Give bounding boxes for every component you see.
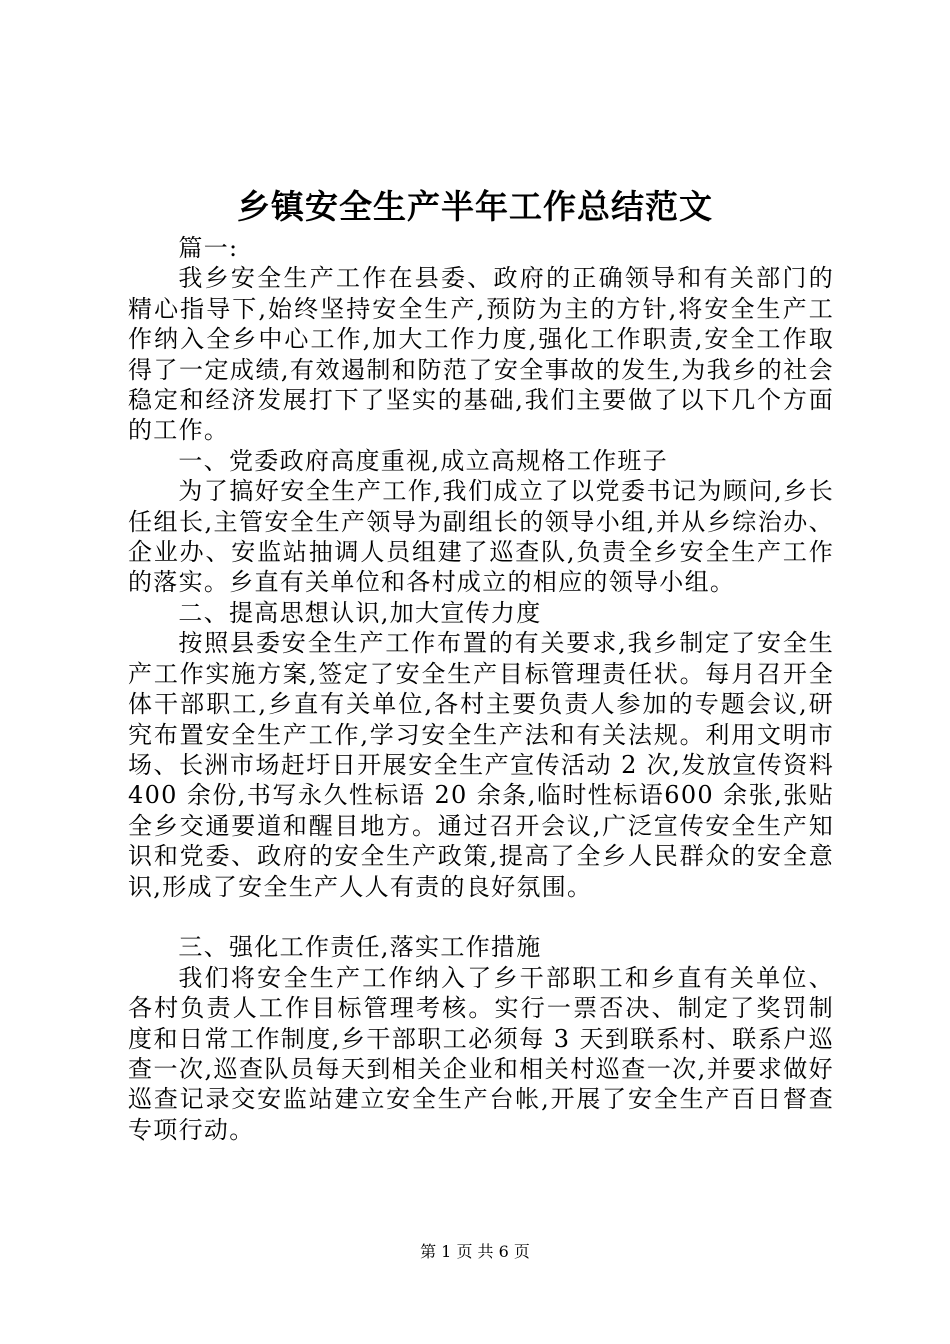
page-footer: 第 1 页 共 6 页 [420, 1242, 530, 1261]
paragraph-1: 为了搞好安全生产工作,我们成立了以党委书记为顾问,乡长任组长,主管安全生产领导为副组长的领导小组,并从乡综治办、企业办、安监站抽调人员组建了巡查队,负责全乡安全生产工作的落实。乡直有关单位和各村成立的相应的领导小组。 [128, 477, 834, 597]
section-label: 篇一: [178, 234, 239, 262]
document-body [128, 233, 834, 1145]
document-title: 乡镇安全生产半年工作总结范文 [237, 187, 713, 226]
heading-2: 二、提高思想认识,加大宣传力度 [178, 598, 542, 627]
intro-paragraph: 我乡安全生产工作在县委、政府的正确领导和有关部门的精心指导下,始终坚持安全生产,预防为主的方针,将安全生产工作纳入全乡中心工作,加大工作力度,强化工作职责,安全工作取得了一定成绩,有效遏制和防范了安全事故的发生,为我乡的社会稳定和经济发展打下了坚实的基础,我们主要做了以下几个方面的工作。 [128, 264, 834, 445]
heading-1: 一、党委政府高度重视,成立高规格工作班子 [178, 446, 669, 475]
paragraph-3: 我们将安全生产工作纳入了乡干部职工和乡直有关单位、各村负责人工作目标管理考核。实行一票否决、制定了奖罚制度和日常工作制度,乡干部职工必须每 3 天到联系村、联系户巡查一次,巡查队员每天到相关企业和相关村巡查一次,并要求做好巡查记录交安监站建立安全生产台帐,开展了安全生产百日督查专项行动。 [128, 963, 834, 1144]
blank-line [128, 902, 834, 932]
paragraph-2: 按照县委安全生产工作布置的有关要求,我乡制定了安全生产工作实施方案,签定了安全生产目标管理责任状。每月召开全体干部职工,乡直有关单位,各村主要负责人参加的专题会议,研究布置安全生产工作,学习安全生产法和有关法规。利用文明市场、长洲市场赶圩日开展安全生产宣传活动 2 次,发放宣传资料 400 余份,书写永久性标语 20 余条,临时性标语600 余张,张贴全乡交通要道和醒目地方。通过召开会议,广泛宣传安全生产知识和党委、政府的安全生产政策,提高了全乡人民群众的安全意识,形成了安全生产人人有责的良好氛围。 [128, 629, 834, 901]
heading-3: 三、强化工作责任,落实工作措施 [178, 933, 542, 962]
